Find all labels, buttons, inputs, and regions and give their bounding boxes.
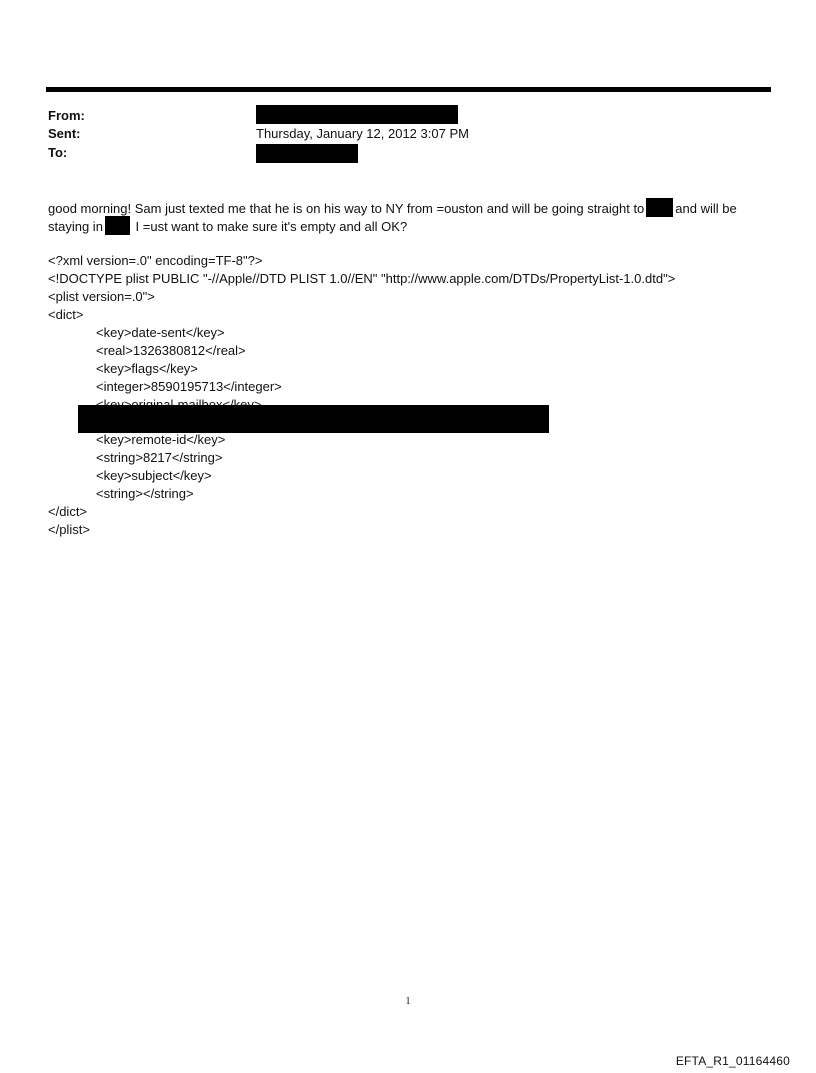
plist-line: <string></string>: [96, 486, 194, 501]
message-line-1-start: good morning! Sam just texted me that he is on his way to NY from =ouston and will be going straight to: [48, 201, 645, 216]
message-line-2-end: I =ust want to make sure it's empty and all OK?: [131, 219, 408, 234]
plist-line: <real>1326380812</real>: [96, 343, 246, 358]
plist-line: <key>subject</key>: [96, 468, 212, 483]
message-line-1-end: and will be: [675, 201, 737, 216]
sent-value: Thursday, January 12, 2012 3:07 PM: [256, 126, 469, 141]
location-redaction-1: [646, 198, 673, 217]
from-label: From:: [48, 108, 85, 123]
to-redaction: [256, 144, 358, 163]
plist-line: <plist version=.0">: [48, 289, 155, 304]
to-label: To:: [48, 145, 68, 160]
mailbox-redaction: [78, 405, 549, 433]
plist-line: <!DOCTYPE plist PUBLIC "-//Apple//DTD PLIST 1.0//EN" "http://www.apple.com/DTDs/PropertyList-1.0.dtd">: [48, 271, 676, 286]
plist-line: <integer>8590195713</integer>: [96, 379, 282, 394]
location-redaction-2: [105, 216, 130, 235]
plist-line: <key>date-sent</key>: [96, 325, 225, 340]
message-line-2: [48, 216, 407, 236]
bates-number: EFTA_R1_01164460: [675, 1054, 790, 1068]
sent-label: Sent:: [48, 126, 81, 141]
header-divider: [46, 87, 771, 92]
plist-line: <key>flags</key>: [96, 361, 198, 376]
page-number: 1: [405, 996, 411, 1007]
from-redaction: [256, 105, 458, 124]
plist-line: <dict>: [48, 307, 84, 322]
plist-line: <?xml version=.0" encoding=TF-8"?>: [48, 253, 263, 268]
plist-line: </plist>: [48, 522, 90, 537]
plist-line: <key>remote-id</key>: [96, 432, 226, 447]
plist-line: <string>8217</string>: [96, 450, 223, 465]
plist-line: </dict>: [48, 504, 88, 519]
message-line-1: [48, 198, 737, 218]
message-line-2-start: staying in: [48, 219, 103, 234]
